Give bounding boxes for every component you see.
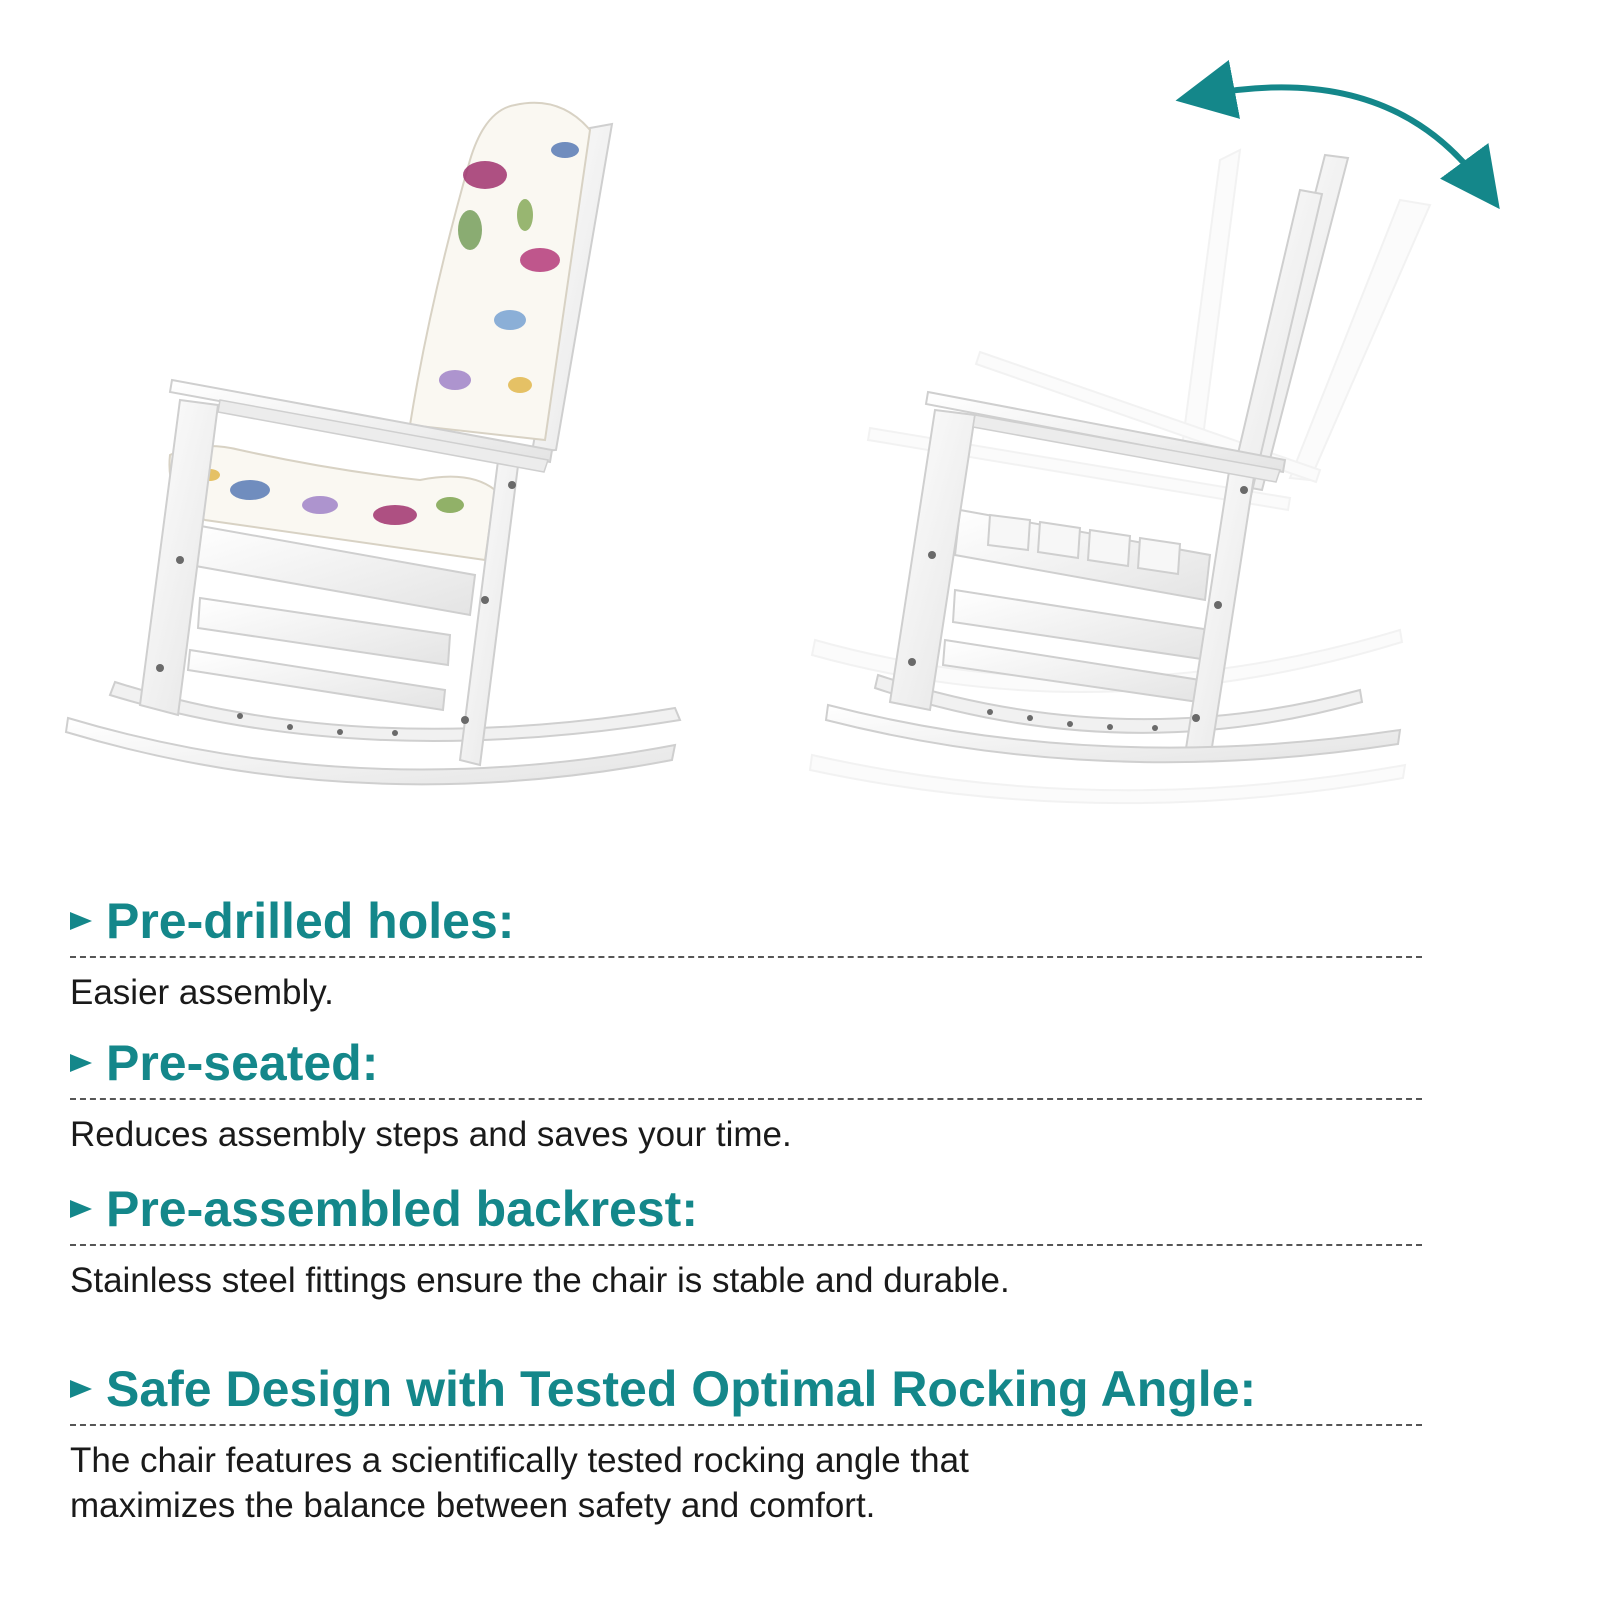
feature-description: The chair features a scientifically tested rocking angle that maximizes the balance between safety and comfort. [70, 1441, 969, 1525]
feature-title-text: Pre-drilled holes: [106, 893, 515, 949]
feature-pre-seated [70, 1034, 1420, 1157]
feature-title-text: Pre-assembled backrest: [106, 1181, 698, 1237]
feature-description: Stainless steel fittings ensure the chair is stable and durable. [70, 1261, 1010, 1300]
dashed-divider [70, 1424, 1422, 1426]
feature-safe-design [70, 1360, 1420, 1528]
play-triangle-icon [70, 1200, 92, 1218]
feature-pre-drilled-holes [70, 892, 1420, 1015]
feature-title [70, 892, 1420, 950]
play-triangle-icon [70, 912, 92, 930]
feature-title [70, 1034, 1420, 1092]
feature-description: Easier assembly. [70, 973, 334, 1012]
dashed-divider [70, 1098, 1422, 1100]
feature-title-text: Safe Design with Tested Optimal Rocking Angle: [106, 1361, 1257, 1417]
play-triangle-icon [70, 1380, 92, 1398]
rocking-motion-chair [810, 150, 1430, 803]
dashed-divider [70, 1244, 1422, 1246]
feature-description: Reduces assembly steps and saves your time. [70, 1115, 792, 1154]
feature-title-text: Pre-seated: [106, 1035, 379, 1091]
play-triangle-icon [70, 1054, 92, 1072]
dashed-divider [70, 956, 1422, 958]
cushioned-rocking-chair [66, 103, 680, 785]
feature-pre-assembled-backrest [70, 1180, 1420, 1303]
feature-title [70, 1180, 1420, 1238]
feature-title [70, 1360, 1420, 1418]
